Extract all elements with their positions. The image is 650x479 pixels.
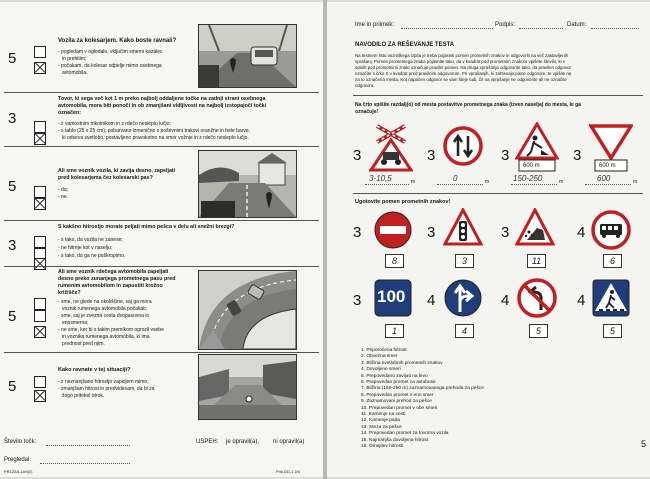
q2-checkbox-b[interactable] bbox=[34, 133, 46, 145]
divider bbox=[4, 146, 319, 147]
instructions-line: Na testnem listu vozniškega izpita je treba pojasniti pomen prometnih znakov in odgovoriti na več zastavljenih bbox=[355, 53, 569, 58]
q5-checkbox-a[interactable] bbox=[34, 298, 46, 310]
q5-option: - sme, saj je zvezna cesta dvopasovna in bbox=[58, 313, 150, 319]
q3-points: 5 bbox=[8, 178, 17, 195]
pedestrian-crossing-icon bbox=[591, 278, 631, 318]
q6-option: - zmanjšam hitrost in predvidevam, da bi za bbox=[58, 386, 155, 392]
legend-item: 7. Bližina (150-250 m) zaznamovanega prehoda za pešce bbox=[361, 386, 484, 392]
legend-item: 3. Bližina svetlobnih prometnih znakov bbox=[361, 360, 443, 366]
msign4-points: 4 bbox=[577, 224, 586, 241]
q5-option: voznik rumenega avtomobila počakati; bbox=[62, 306, 148, 312]
meaning-question: Ugotovite pomen prometnih znakov! bbox=[355, 199, 451, 205]
q6-street-photo bbox=[198, 354, 297, 420]
ime-input-line[interactable] bbox=[401, 28, 493, 29]
sign3-answer[interactable]: 150-250 bbox=[513, 174, 543, 183]
legend-item: 12. Kamenje pada bbox=[361, 418, 400, 424]
divider bbox=[4, 266, 319, 267]
msign8-answer-box[interactable]: 5 bbox=[603, 324, 622, 338]
legend-item: 1. Priporočena hitrost bbox=[361, 348, 407, 353]
opravil-option[interactable]: je opravil(a), bbox=[226, 439, 260, 445]
q3-option: - da; bbox=[58, 187, 69, 193]
q1-road-photo bbox=[198, 24, 297, 88]
q6-option: - z neznanjšano hitrostjo zapeljem mimo; bbox=[58, 379, 149, 385]
legend-item: 15. Najmanjša dovoljena hitrost bbox=[361, 437, 428, 443]
msign2-points: 3 bbox=[427, 224, 436, 241]
q3-checkbox-b[interactable] bbox=[34, 198, 46, 210]
msign7-points: 4 bbox=[501, 292, 510, 309]
legend-item: 16. Omejitev hitrosti bbox=[361, 444, 404, 449]
legend-item: 5. Prepovedano zavijati na levo bbox=[361, 373, 428, 379]
q1-question: Vozila za kolesarjem. Kako boste ravnali? bbox=[58, 38, 177, 44]
datum-input-line[interactable] bbox=[591, 28, 639, 29]
divider bbox=[353, 95, 643, 96]
q4-option: - ne hitreje kot v naselju; bbox=[58, 245, 113, 251]
q6-question: Kako ravnate v tej situaciji? bbox=[58, 367, 131, 373]
sign3-points: 3 bbox=[501, 147, 510, 164]
q5-option: - ne sme, ker bi s takim premikom ogrozil vsebe bbox=[58, 327, 164, 333]
q2-question-line: Tovor, ki sega več kot 1 m preko najbolj oddaljene točke na zadnji strani osebnega bbox=[58, 96, 266, 102]
level-crossing-icon bbox=[369, 122, 413, 172]
left-page bbox=[0, 2, 323, 477]
distance-question-line: Na črto vpišite razdalj(o) od mesta postavitve prometnega znaka (izven naselja) do mesta, ki ga bbox=[355, 102, 581, 108]
q1-checkbox-a[interactable] bbox=[34, 46, 46, 58]
q6-checkbox-b[interactable] bbox=[34, 390, 46, 402]
q2-option: ki odseva svetlobo, postavljeno pravokotno na smer vožnje in z rdečo nesleplo lučjo. bbox=[62, 135, 249, 141]
sign4-unit: m bbox=[633, 179, 638, 185]
q5-question-line: križišče? bbox=[58, 290, 81, 296]
sign4-points: 3 bbox=[573, 147, 582, 164]
sign2-answer[interactable]: 0 bbox=[453, 174, 458, 183]
sign1-points: 3 bbox=[353, 147, 362, 164]
q5-option: enosmerna; bbox=[62, 320, 89, 326]
q3-checkbox-a[interactable] bbox=[34, 186, 46, 198]
sign4-answer-line[interactable] bbox=[585, 184, 631, 185]
tocke-label: Število točk: bbox=[4, 439, 37, 445]
podpis-label: Podpis: bbox=[495, 22, 516, 28]
bus-lane-icon bbox=[591, 210, 631, 250]
q2-question-line: avtomobila, mora biti ponoči in ob zmanjšani vidljivosti na najbolj izstopajoči točki bbox=[58, 103, 267, 109]
legend-item: 8. Prepovedan promet v eno smer bbox=[361, 392, 434, 398]
q4-option: - s tako, da vozila ne zanese; bbox=[58, 237, 123, 243]
msign5-points: 3 bbox=[353, 292, 362, 309]
sign2-points: 3 bbox=[427, 147, 436, 164]
q4-checkbox-a[interactable] bbox=[34, 236, 46, 248]
sign4-answer[interactable]: 600 bbox=[597, 174, 611, 183]
q5-option: in voznika rumenega avtomobila, ki ima bbox=[62, 334, 150, 340]
q2-option: - z vamostnim trikotnikom in z rdečo nesleplo lučjo; bbox=[58, 121, 171, 127]
q1-points: 5 bbox=[8, 50, 17, 67]
q5-option: - sme, ne glede na okoliščine, saj ga mora bbox=[58, 299, 152, 305]
two-way-traffic-icon bbox=[443, 126, 483, 166]
q5-checkbox-c[interactable] bbox=[34, 326, 46, 338]
instructions-line: označite s črko X v kvadrat pred pravilnim odgovorom. Pri vprašanjih, ki zahtevajo pisne odgovore, te vpišite na bbox=[355, 71, 572, 76]
q5-option: prednost pred njim. bbox=[62, 341, 105, 347]
q3-option: - ne. bbox=[58, 194, 69, 200]
podpis-input-line[interactable] bbox=[519, 28, 563, 29]
tocke-input-line[interactable] bbox=[46, 445, 130, 446]
q2-option: - s tablo (25 x 25 cm), pobarvano izmenično s poševnimi trakovi oranžne in bele barve, bbox=[58, 128, 251, 134]
legend-item: 9. Zaznamovani prehod za pešce bbox=[361, 399, 432, 405]
straight-or-right-icon bbox=[443, 278, 483, 318]
msign2-answer-box[interactable]: 3 bbox=[455, 254, 474, 268]
q3-question-line: pred kolesarjema čez kolesarski pas? bbox=[58, 175, 153, 181]
q2-points: 3 bbox=[8, 110, 17, 127]
legend-item: 14. Prepovedan promet za tovorna vozila bbox=[361, 431, 449, 437]
pregledal-label: Pregledal: bbox=[4, 457, 32, 463]
sign1-unit: m bbox=[411, 179, 416, 185]
legend-item: 4. Dovoljene smeri bbox=[361, 367, 401, 373]
pregledal-input-line[interactable] bbox=[40, 463, 130, 464]
q5-points: 5 bbox=[8, 308, 17, 325]
divider bbox=[4, 92, 319, 93]
sign2-answer-line[interactable] bbox=[437, 184, 483, 185]
q2-question-line: označen: bbox=[58, 110, 81, 116]
q6-points: 5 bbox=[8, 378, 17, 395]
distance-question-line: označuje! bbox=[355, 109, 379, 115]
q1-option: in prehitim; bbox=[62, 56, 87, 62]
legend-item: 11. Kamenje na cesti bbox=[361, 412, 406, 417]
no-left-turn-icon bbox=[517, 278, 557, 318]
q5-checkbox-b[interactable] bbox=[34, 310, 46, 322]
sign1-answer[interactable]: 3-10,5 bbox=[369, 174, 392, 183]
q4-checkbox-c[interactable] bbox=[34, 258, 46, 270]
q5-question-line: desno preko zunanjega prometnega pasu pred bbox=[58, 276, 176, 282]
page-number: 5 bbox=[641, 439, 647, 449]
instructions-line: za to označena mesta. Kot napačen odgovor se vam šteje tudi, če na vprašanje ne odgovorite ali ne označite bbox=[355, 77, 567, 82]
form-code: Prik.DD-1 2/4 bbox=[276, 469, 301, 474]
q4-points: 3 bbox=[8, 237, 17, 254]
legend-item: 13. Steza za pešce bbox=[361, 424, 402, 430]
msign6-points: 4 bbox=[427, 292, 436, 309]
q3-question-line: Ali sme voznik vozila, ki zavija desno, zapeljati bbox=[58, 168, 176, 174]
msign7-answer-box[interactable]: 5 bbox=[529, 324, 548, 338]
q1-option: avtomobila. bbox=[62, 70, 88, 76]
divider bbox=[353, 193, 643, 194]
form-code: PR1Z5A-1A9(2) bbox=[4, 469, 33, 474]
traffic-lights-icon bbox=[443, 208, 483, 248]
legend-item: 10. Prepovedan promet v obe smeri bbox=[361, 405, 438, 411]
instructions-line: opisih pod prometnimi znaki označuje pravilni pomen. Na druga vprašanja odgovorite tako, da pravilen odgovor bbox=[355, 65, 571, 70]
loose-gravel-icon bbox=[515, 208, 555, 248]
instructions-line: vprašanj. Pomen prometnega znaka pojasnite tako, da v kvadrat pod prometnim znakom vpišete število, ki v bbox=[355, 59, 566, 64]
msign1-points: 3 bbox=[353, 224, 362, 241]
q1-option: - počakam, da kolesar odpelje mimo osebnega bbox=[58, 63, 162, 69]
msign4-answer-box[interactable]: 6 bbox=[603, 254, 622, 268]
msign3-answer-box[interactable]: 11 bbox=[527, 254, 546, 268]
sign1-answer-line[interactable] bbox=[365, 184, 409, 185]
msign8-points: 4 bbox=[577, 292, 586, 309]
msign5-answer-box[interactable]: 1 bbox=[385, 324, 404, 338]
neopravil-option[interactable]: ni opravil(a) bbox=[273, 439, 305, 445]
q5-question-line: rumenim avtomobilom in zapustiti krožno bbox=[58, 283, 163, 289]
datum-label: Datum: bbox=[567, 22, 587, 28]
speed-100-label: 100 bbox=[377, 287, 406, 306]
sign3-answer-line[interactable] bbox=[511, 184, 557, 185]
sign4-plate: 600 m bbox=[599, 163, 616, 169]
q3-street-photo bbox=[198, 150, 297, 218]
sign3-unit: m bbox=[559, 179, 564, 185]
q4-question: S kakšno hitrostjo morate peljati mimo pešca v delu ali snežni brezgi? bbox=[58, 224, 235, 230]
q2-checkbox-a[interactable] bbox=[34, 121, 46, 133]
divider bbox=[4, 352, 319, 353]
q1-option: - pogledam v ogledalo, vključim smerni kazalec bbox=[58, 49, 163, 55]
right-page bbox=[327, 2, 650, 477]
divider bbox=[4, 220, 319, 221]
q6-checkbox-a[interactable] bbox=[34, 376, 46, 388]
legend-item: 6. Prepovedan promet za avtobuse bbox=[361, 380, 436, 385]
legend-item: 2. Obvezna smer bbox=[361, 354, 398, 360]
q6-option: žogo pritekel otrok. bbox=[62, 393, 105, 399]
sign2-unit: m bbox=[485, 179, 490, 185]
instructions-line: odgovora. bbox=[355, 83, 375, 88]
q5-roundabout-diagram bbox=[198, 270, 297, 350]
q4-option: - s tako, da ga ne poškropimo. bbox=[58, 253, 126, 259]
q5-question-line: Ali sme voznik rdečega avtomobila zapeljati bbox=[58, 269, 169, 275]
ime-label: Ime in priimek: bbox=[355, 22, 395, 28]
uspeh-label: USPEH: bbox=[196, 439, 219, 445]
msign1-answer-box[interactable]: 8 bbox=[385, 254, 404, 268]
sign3-plate: 600 m bbox=[523, 163, 540, 169]
msign3-points: 3 bbox=[501, 224, 510, 241]
msign6-answer-box[interactable]: 4 bbox=[455, 324, 474, 338]
instructions-title: NAVODILO ZA REŠEVANJE TESTA bbox=[355, 42, 455, 48]
q1-checkbox-b[interactable] bbox=[34, 62, 46, 74]
no-entry-icon bbox=[373, 210, 413, 250]
